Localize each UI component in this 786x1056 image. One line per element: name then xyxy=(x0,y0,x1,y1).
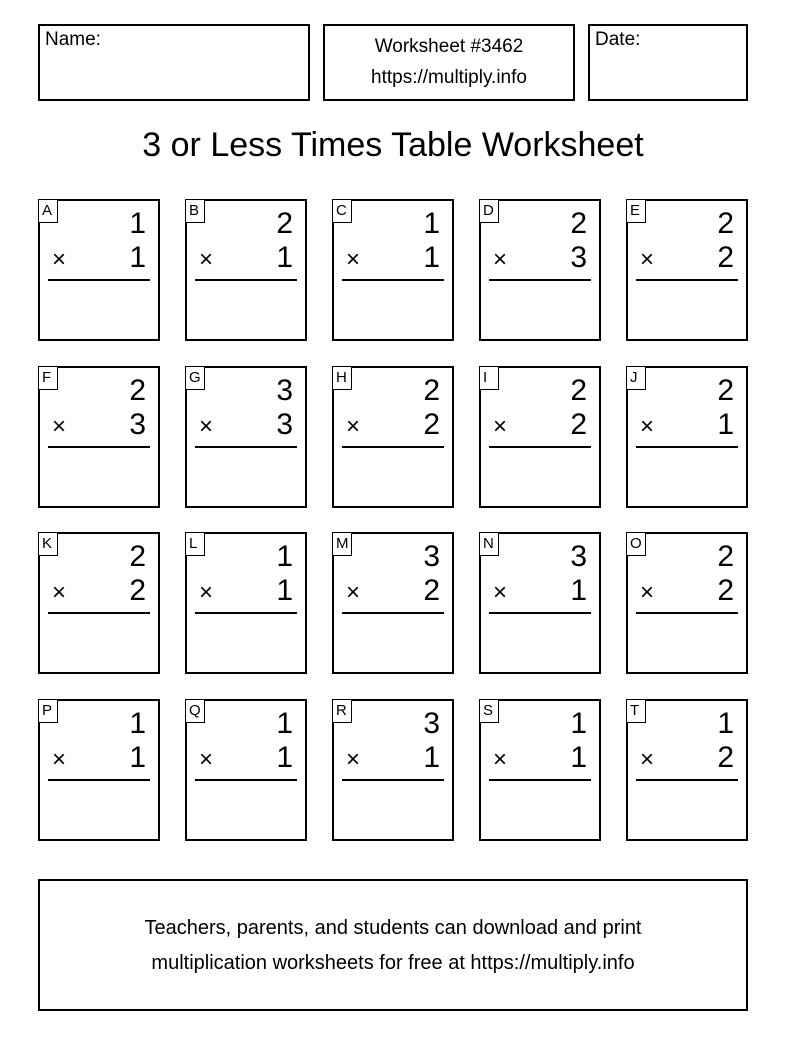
problem-letter: P xyxy=(38,699,58,723)
multiply-sign: × xyxy=(346,746,361,773)
answer-line xyxy=(195,612,297,614)
problem-card[interactable] xyxy=(479,366,601,508)
problem-letter: E xyxy=(626,199,646,223)
problem-card[interactable] xyxy=(332,699,454,841)
problem-letter: K xyxy=(38,532,58,556)
multiplicand: 2 xyxy=(717,374,734,407)
multiplicand: 2 xyxy=(717,207,734,240)
worksheet-url: https://multiply.info xyxy=(371,67,527,88)
problem-card[interactable] xyxy=(332,532,454,674)
multiplier: 1 xyxy=(423,741,440,774)
problem-card[interactable] xyxy=(479,199,601,341)
multiply-sign: × xyxy=(493,413,508,440)
worksheet-info-box xyxy=(323,24,575,101)
multiplicand: 3 xyxy=(276,374,293,407)
problem-letter: I xyxy=(479,366,499,390)
multiplicand: 1 xyxy=(276,540,293,573)
answer-line xyxy=(342,446,444,448)
answer-line xyxy=(636,779,738,781)
answer-line xyxy=(48,279,150,281)
answer-line xyxy=(48,446,150,448)
multiplier: 1 xyxy=(570,741,587,774)
problem-letter: C xyxy=(332,199,352,223)
problem-letter: Q xyxy=(185,699,205,723)
answer-line xyxy=(48,779,150,781)
multiplier: 2 xyxy=(717,741,734,774)
answer-line xyxy=(636,279,738,281)
problem-card[interactable] xyxy=(479,699,601,841)
multiply-sign: × xyxy=(346,246,361,273)
worksheet-number: Worksheet #3462 xyxy=(374,36,524,57)
multiply-sign: × xyxy=(493,746,508,773)
multiplicand: 1 xyxy=(276,707,293,740)
answer-line xyxy=(195,279,297,281)
multiplier: 1 xyxy=(276,241,293,274)
multiplier: 2 xyxy=(423,574,440,607)
answer-line xyxy=(489,612,591,614)
problem-card[interactable] xyxy=(185,366,307,508)
multiply-sign: × xyxy=(52,746,67,773)
problem-letter: B xyxy=(185,199,205,223)
multiplicand: 3 xyxy=(570,540,587,573)
multiplicand: 1 xyxy=(129,707,146,740)
problem-letter: N xyxy=(479,532,499,556)
multiplier: 3 xyxy=(129,408,146,441)
problem-card[interactable] xyxy=(38,199,160,341)
multiply-sign: × xyxy=(640,746,655,773)
problem-letter: H xyxy=(332,366,352,390)
multiply-sign: × xyxy=(199,413,214,440)
multiply-sign: × xyxy=(640,579,655,606)
problem-letter: J xyxy=(626,366,646,390)
problem-card[interactable] xyxy=(185,532,307,674)
problem-card[interactable] xyxy=(185,199,307,341)
multiplier: 2 xyxy=(717,241,734,274)
multiply-sign: × xyxy=(493,246,508,273)
answer-line xyxy=(195,446,297,448)
problem-card[interactable] xyxy=(626,366,748,508)
problem-card[interactable] xyxy=(332,199,454,341)
problem-card[interactable] xyxy=(626,532,748,674)
multiplier: 1 xyxy=(129,741,146,774)
problem-card[interactable] xyxy=(185,699,307,841)
footer-line-1: Teachers, parents, and students can download and print xyxy=(144,917,642,939)
problem-letter: G xyxy=(185,366,205,390)
date-field[interactable] xyxy=(588,24,748,101)
problem-card[interactable] xyxy=(38,699,160,841)
multiplicand: 2 xyxy=(717,540,734,573)
answer-line xyxy=(636,612,738,614)
multiplicand: 1 xyxy=(129,207,146,240)
multiply-sign: × xyxy=(52,579,67,606)
problem-letter: R xyxy=(332,699,352,723)
multiplier: 3 xyxy=(276,408,293,441)
name-label: Name: xyxy=(45,29,101,50)
multiply-sign: × xyxy=(199,746,214,773)
multiply-sign: × xyxy=(199,246,214,273)
multiplier: 1 xyxy=(717,408,734,441)
page-title: 3 or Less Times Table Worksheet xyxy=(142,126,644,164)
multiplicand: 2 xyxy=(423,374,440,407)
problem-card[interactable] xyxy=(38,366,160,508)
answer-line xyxy=(489,279,591,281)
answer-line xyxy=(342,779,444,781)
date-label: Date: xyxy=(595,29,641,50)
multiplier: 2 xyxy=(129,574,146,607)
answer-line xyxy=(195,779,297,781)
problem-letter: A xyxy=(38,199,58,223)
problem-card[interactable] xyxy=(38,532,160,674)
multiply-sign: × xyxy=(199,579,214,606)
multiplier: 1 xyxy=(570,574,587,607)
multiply-sign: × xyxy=(52,413,67,440)
multiplier: 3 xyxy=(570,241,587,274)
problem-letter: O xyxy=(626,532,646,556)
multiplicand: 2 xyxy=(276,207,293,240)
problem-card[interactable] xyxy=(626,699,748,841)
multiplicand: 2 xyxy=(129,374,146,407)
multiplier: 1 xyxy=(423,241,440,274)
multiplier: 1 xyxy=(129,241,146,274)
answer-line xyxy=(636,446,738,448)
multiplicand: 2 xyxy=(570,374,587,407)
problem-letter: L xyxy=(185,532,205,556)
multiplier: 1 xyxy=(276,574,293,607)
answer-line xyxy=(342,612,444,614)
multiplicand: 2 xyxy=(570,207,587,240)
multiply-sign: × xyxy=(346,579,361,606)
multiply-sign: × xyxy=(640,413,655,440)
problem-letter: S xyxy=(479,699,499,723)
multiplicand: 1 xyxy=(570,707,587,740)
multiplier: 2 xyxy=(423,408,440,441)
multiplier: 2 xyxy=(570,408,587,441)
multiply-sign: × xyxy=(52,246,67,273)
problem-letter: D xyxy=(479,199,499,223)
multiplier: 2 xyxy=(717,574,734,607)
multiplicand: 1 xyxy=(423,207,440,240)
name-field[interactable] xyxy=(38,24,310,101)
problem-letter: F xyxy=(38,366,58,390)
problem-letter: T xyxy=(626,699,646,723)
problem-card[interactable] xyxy=(479,532,601,674)
answer-line xyxy=(489,446,591,448)
multiplicand: 3 xyxy=(423,540,440,573)
multiplicand: 2 xyxy=(129,540,146,573)
answer-line xyxy=(48,612,150,614)
answer-line xyxy=(342,279,444,281)
footer-line-2: multiplication worksheets for free at https://multiply.info xyxy=(151,952,635,974)
multiplicand: 3 xyxy=(423,707,440,740)
multiplier: 1 xyxy=(276,741,293,774)
multiply-sign: × xyxy=(346,413,361,440)
problem-letter: M xyxy=(332,532,352,556)
answer-line xyxy=(489,779,591,781)
problem-card[interactable] xyxy=(332,366,454,508)
multiplicand: 1 xyxy=(717,707,734,740)
footer-box xyxy=(38,879,748,1011)
problem-card[interactable] xyxy=(626,199,748,341)
multiply-sign: × xyxy=(640,246,655,273)
multiply-sign: × xyxy=(493,579,508,606)
